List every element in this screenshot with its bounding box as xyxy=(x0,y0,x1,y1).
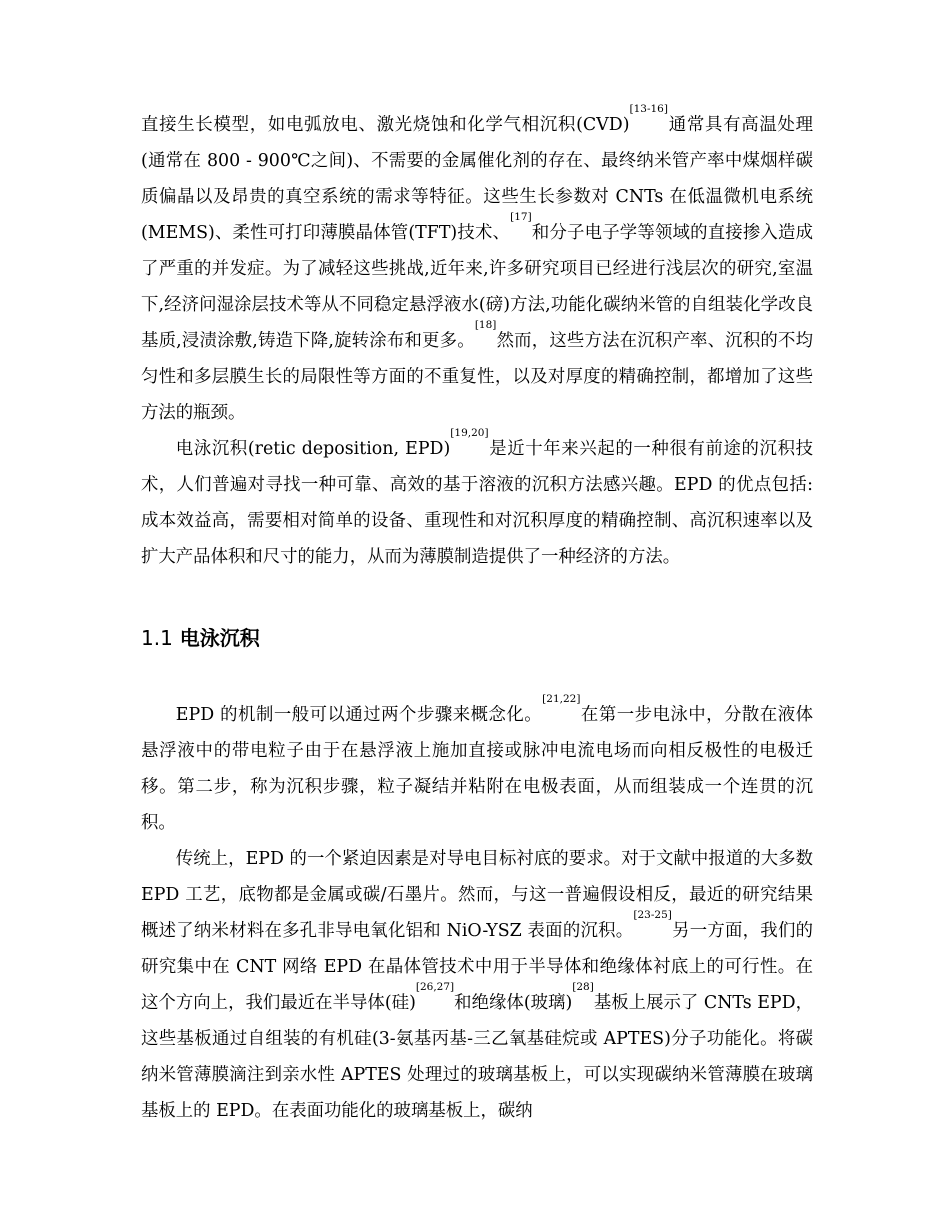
citation-ref: [21,22] xyxy=(542,693,581,705)
text-run: 传统上，EPD 的一个紧迫因素是对导电目标衬底的要求。对于文献中报道的大多数 EPD 工艺，底物都是金属或碳/石墨片。然而，与这一普遍假设相反，最近的研究结果概述了纳米材料在多孔非导电氧化铝和 NiO-YSZ 表面的沉积。 xyxy=(141,849,813,941)
citation-ref: [17] xyxy=(510,211,532,223)
section-heading xyxy=(141,622,813,654)
text-run: 电泳沉积(retic deposition, EPD) xyxy=(175,439,451,459)
paragraph-growth-models xyxy=(141,103,813,431)
citation-ref: [23-25] xyxy=(633,909,672,921)
citation-ref: [28] xyxy=(572,981,594,993)
document-page xyxy=(141,103,813,1129)
text-run: 在第一步电泳中，分散在液体悬浮液中的带电粒子由于在悬浮液上施加直接或脉冲电流电场而向相反极性的电极迁移。第二步，称为沉积步骤，粒子凝结并粘附在电极表面，从而组装成一个连贯的沉积。 xyxy=(141,705,813,833)
text-run: 直接生长模型，如电弧放电、激光烧蚀和化学气相沉积(CVD) xyxy=(141,115,630,135)
paragraph-epd-intro xyxy=(141,427,813,575)
paragraph-epd-mechanism xyxy=(141,693,813,841)
text-run: 基板上展示了 CNTs EPD，这些基板通过自组装的有机硅(3-氨基丙基-三乙氧基硅烷或 APTES)分子功能化。将碳纳米管薄膜滴注到亲水性 APTES 处理过的玻璃基板上，可以实现碳纳米管薄膜在玻璃基板上的 EPD。在表面功能化的玻璃基板上，碳纳 xyxy=(141,993,813,1121)
text-run: 另一方面，我们的研究集中在 CNT 网络 EPD 在晶体管技术中用于半导体和绝缘体衬底上的可行性。在这个方向上，我们最近在半导体(硅) xyxy=(141,921,813,1013)
citation-ref: [19,20] xyxy=(450,427,489,439)
text-run: EPD 的机制一般可以通过两个步骤来概念化。 xyxy=(175,705,543,725)
text-run: 和分子电子学等领域的直接掺入造成了严重的并发症。为了减轻这些挑战,近年来,许多研究项目已经进行浅层次的研究,室温下,经济问湿涂层技术等从不同稳定悬浮液水(磅)方法,功能化碳纳米管的自组装化学改良基质,浸渍涂敷,铸造下降,旋转涂布和更多。 xyxy=(141,223,813,351)
citation-ref: [18] xyxy=(474,319,497,331)
text-run: 和绝缘体(玻璃) xyxy=(454,993,573,1013)
paragraph-epd-substrates xyxy=(141,841,813,1129)
text-run: 是近十年来兴起的一种很有前途的沉积技术，人们普遍对寻找一种可靠、高效的基于溶液的沉积方法感兴趣。EPD 的优点包括:成本效益高，需要相对简单的设备、重现性和对沉积厚度的精确控制、高沉积速率以及扩大产品体积和尺寸的能力，从而为薄膜制造提供了一种经济的方法。 xyxy=(141,439,813,567)
citation-ref: [13-16] xyxy=(629,103,668,115)
text-run: 通常具有高温处理(通常在 800 - 900℃之间)、不需要的金属催化剂的存在、最终纳米管产率中煤烟样碳质偏晶以及昂贵的真空系统的需求等特征。这些生长参数对 CNTs 在低温微机电系统(MEMS)、柔性可打印薄膜晶体管(TFT)技术、 xyxy=(141,115,813,243)
citation-ref: [26,27] xyxy=(415,981,455,993)
text-run: 然而，这些方法在沉积产率、沉积的不均匀性和多层膜生长的局限性等方面的不重复性，以及对厚度的精确控制，都增加了这些方法的瓶颈。 xyxy=(141,331,813,423)
section-title: 电泳沉积 xyxy=(179,626,260,650)
section-number: 1.1 xyxy=(141,626,173,650)
